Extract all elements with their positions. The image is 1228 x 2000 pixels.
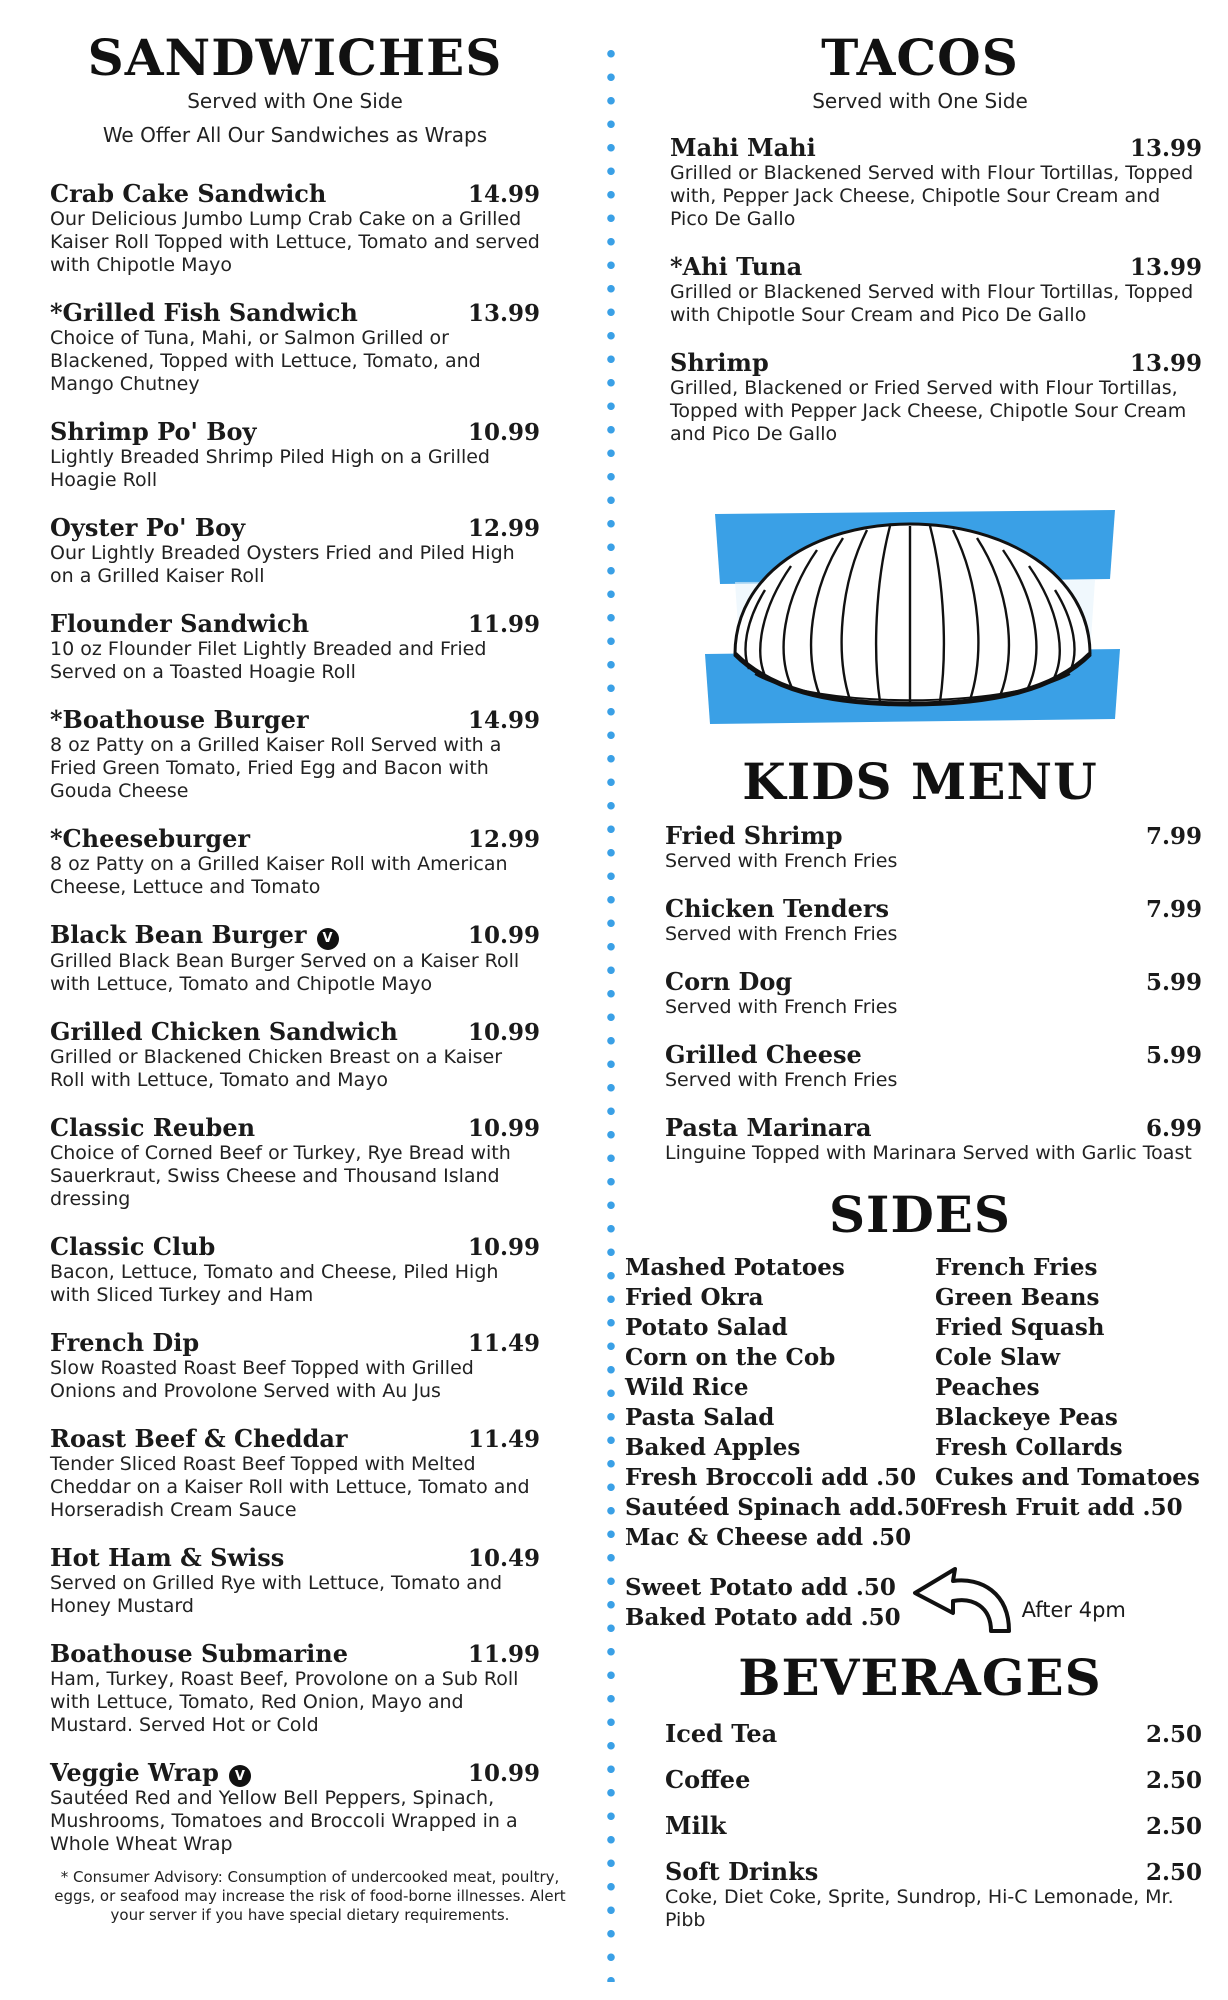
menu-item bbox=[665, 1766, 1202, 1794]
menu-item-description: 8 oz Patty on a Grilled Kaiser Roll Served with a Fried Green Tomato, Fried Egg and Bacon with Gouda Cheese bbox=[50, 734, 502, 802]
menu-item-name-wrap bbox=[50, 921, 339, 950]
sandwiches-wrap-note: We Offer All Our Sandwiches as Wraps bbox=[102, 123, 488, 147]
menu-item-price: 2.50 bbox=[1145, 1721, 1202, 1748]
vegetarian-icon: V bbox=[229, 1765, 251, 1787]
menu-item-price: 11.99 bbox=[467, 1640, 540, 1668]
menu-item-price: 10.49 bbox=[467, 1544, 540, 1572]
after-4pm-block bbox=[625, 1563, 1180, 1642]
menu-item-header bbox=[50, 418, 540, 446]
after-4pm-note: After 4pm bbox=[1021, 1597, 1126, 1622]
menu-item-name-wrap bbox=[50, 1114, 255, 1142]
menu-item-header bbox=[50, 1233, 540, 1261]
menu-item-name: Crab Cake Sandwich bbox=[50, 179, 327, 208]
menu-item-name: Pasta Marinara bbox=[665, 1113, 872, 1142]
menu-item-description: Served with French Fries bbox=[665, 850, 898, 872]
menu-item bbox=[50, 1640, 540, 1737]
menu-item-header bbox=[50, 180, 540, 208]
menu-item-header bbox=[665, 895, 1202, 923]
tacos-subtitle: Served with One Side bbox=[812, 89, 1028, 113]
menu-item-name: Classic Club bbox=[50, 1231, 216, 1261]
menu-item-description: Lightly Breaded Shrimp Piled High on a Grilled Hoagie Roll bbox=[50, 446, 490, 491]
menu-item-name: Corn Dog bbox=[665, 967, 793, 996]
menu-item bbox=[665, 1114, 1202, 1165]
menu-item-description: Choice of Corned Beef or Turkey, Rye Bread with Sauerkraut, Swiss Cheese and Thousand Island dressing bbox=[50, 1141, 511, 1210]
menu-item-name-wrap bbox=[50, 1425, 348, 1453]
menu-item-price: 2.50 bbox=[1145, 1767, 1202, 1794]
menu-item bbox=[50, 825, 540, 899]
menu-item-price: 10.99 bbox=[467, 1233, 540, 1261]
menu-item-name-wrap bbox=[670, 253, 802, 281]
side-item: Fried Okra bbox=[625, 1284, 764, 1311]
menu-item-name: Flounder Sandwich bbox=[50, 609, 310, 638]
menu-item-description: Choice of Tuna, Mahi, or Salmon Grilled or Blackened, Topped with Lettuce, Tomato, and Mango Chutney bbox=[50, 327, 481, 395]
menu-item-name-wrap bbox=[50, 706, 309, 734]
menu-item-price: 10.99 bbox=[467, 1759, 540, 1787]
menu-item-name: Coffee bbox=[665, 1765, 751, 1794]
menu-item-name-wrap bbox=[50, 825, 250, 853]
menu-item-description: Our Lightly Breaded Oysters Fried and Piled High on a Grilled Kaiser Roll bbox=[50, 542, 515, 587]
menu-item-name: Roast Beef & Cheddar bbox=[50, 1423, 348, 1453]
menu-item-name: *Grilled Fish Sandwich bbox=[50, 298, 358, 327]
menu-item-name-wrap bbox=[50, 418, 256, 446]
menu-item-description: Ham, Turkey, Roast Beef, Provolone on a Sub Roll with Lettuce, Tomato, Red Onion, Mayo and Mustard. Served Hot or Cold bbox=[50, 1667, 519, 1736]
menu-item-header bbox=[665, 1766, 1202, 1794]
menu-item-header bbox=[665, 1041, 1202, 1069]
menu-item-name: Iced Tea bbox=[665, 1719, 778, 1748]
menu-item-name: *Cheeseburger bbox=[50, 824, 250, 853]
menu-item-description: Coke, Diet Coke, Sprite, Sundrop, Hi-C Lemonade, Mr. Pibb bbox=[665, 1886, 1174, 1931]
menu-item-price: 6.99 bbox=[1145, 1115, 1202, 1142]
side-item: Fried Squash bbox=[935, 1314, 1105, 1341]
menu-item-name-wrap bbox=[665, 1720, 777, 1748]
menu-item-header bbox=[50, 514, 540, 542]
menu-item-price: 10.99 bbox=[467, 419, 540, 446]
menu-item bbox=[50, 1759, 540, 1857]
menu-item-name: Classic Reuben bbox=[50, 1112, 256, 1142]
menu-item-description: Grilled or Blackened Served with Flour Tortillas, Topped with, Pepper Jack Cheese, Chipotle Sour Cream and Pico De Gallo bbox=[670, 162, 1194, 230]
side-item: Sautéed Spinach add.50 bbox=[625, 1494, 937, 1521]
menu-item-price: 11.99 bbox=[467, 611, 540, 638]
menu-item-header bbox=[50, 1544, 540, 1572]
menu-item-description: Grilled or Blackened Served with Flour Tortillas, Topped with Chipotle Sour Cream and Pico De Gallo bbox=[670, 281, 1194, 326]
side-item: French Fries bbox=[935, 1254, 1098, 1281]
menu-item bbox=[50, 1233, 540, 1307]
menu-item-name: Grilled Chicken Sandwich bbox=[50, 1016, 398, 1046]
sides-right-column bbox=[935, 1253, 1215, 1553]
side-item: Mashed Potatoes bbox=[625, 1254, 845, 1281]
menu-item-name-wrap bbox=[50, 1544, 284, 1572]
menu-item-price: 5.99 bbox=[1145, 969, 1202, 996]
side-item: Wild Rice bbox=[625, 1374, 749, 1401]
menu-item-header bbox=[50, 1114, 540, 1142]
menu-item bbox=[50, 706, 540, 803]
menu-item-name: Shrimp Po' Boy bbox=[50, 417, 257, 446]
menu-item-price: 5.99 bbox=[1145, 1042, 1202, 1069]
menu-item-name-wrap bbox=[665, 1858, 818, 1886]
menu-item-price: 2.50 bbox=[1145, 1813, 1202, 1840]
menu-item-price: 14.99 bbox=[467, 181, 540, 208]
menu-item-name: Shrimp bbox=[670, 348, 769, 377]
side-item: Green Beans bbox=[935, 1284, 1100, 1311]
side-item: Peaches bbox=[935, 1374, 1040, 1401]
menu-item-header bbox=[670, 349, 1202, 377]
menu-item-name-wrap bbox=[50, 1759, 251, 1788]
menu-item-name: Fried Shrimp bbox=[665, 821, 843, 850]
beverages-title: BEVERAGES bbox=[738, 1648, 1102, 1707]
menu-item-price: 13.99 bbox=[1129, 350, 1202, 377]
tacos-title: TACOS bbox=[821, 28, 1019, 87]
menu-item-name-wrap bbox=[50, 1018, 398, 1046]
menu-item-name-wrap bbox=[50, 299, 358, 327]
menu-item bbox=[50, 1114, 540, 1211]
menu-item bbox=[670, 253, 1202, 327]
menu-item bbox=[665, 1720, 1202, 1748]
side-item: Baked Apples bbox=[625, 1434, 801, 1461]
menu-item-description: Slow Roasted Roast Beef Topped with Grilled Onions and Provolone Served with Au Jus bbox=[50, 1356, 474, 1402]
side-item: Potato Salad bbox=[625, 1314, 788, 1341]
menu-item-header bbox=[50, 1018, 540, 1046]
menu-item-header bbox=[50, 610, 540, 638]
curved-arrow-icon bbox=[911, 1563, 1016, 1642]
menu-item-price: 7.99 bbox=[1145, 823, 1202, 850]
menu-item-name: Milk bbox=[665, 1811, 727, 1840]
menu-item-name: Veggie Wrap bbox=[50, 1757, 219, 1787]
menu-item-name: Chicken Tenders bbox=[665, 894, 890, 923]
menu-item-header bbox=[50, 1640, 540, 1668]
menu-item-description: Linguine Topped with Marinara Served with Garlic Toast bbox=[665, 1142, 1192, 1164]
menu-item-price: 10.99 bbox=[467, 1018, 540, 1046]
side-item: Fresh Collards bbox=[935, 1434, 1123, 1461]
menu-item-description: Served with French Fries bbox=[665, 996, 898, 1018]
menu-item-name: Hot Ham & Swiss bbox=[50, 1542, 285, 1572]
sides-left-column bbox=[625, 1253, 935, 1553]
menu-item-name-wrap bbox=[665, 822, 843, 850]
menu-item-description: Grilled, Blackened or Fried Served with Flour Tortillas, Topped with Pepper Jack Cheese, Chipotle Sour Cream and Pico De Gallo bbox=[670, 377, 1187, 445]
menu-item bbox=[670, 349, 1202, 446]
menu-item-name: Black Bean Burger bbox=[50, 920, 307, 949]
menu-item-price: 11.49 bbox=[467, 1425, 540, 1453]
menu-item-description: 10 oz Flounder Filet Lightly Breaded and Fried Served on a Toasted Hoagie Roll bbox=[50, 638, 487, 683]
menu-item-description: Grilled or Blackened Chicken Breast on a Kaiser Roll with Lettuce, Tomato and Mayo bbox=[50, 1045, 503, 1091]
sides-grid bbox=[625, 1253, 1200, 1553]
menu-item-header bbox=[670, 253, 1202, 281]
menu-item-price: 13.99 bbox=[1129, 135, 1202, 162]
kids-list bbox=[665, 822, 1202, 1165]
menu-item-price: 2.50 bbox=[1145, 1859, 1202, 1886]
side-item: Pasta Salad bbox=[625, 1404, 775, 1431]
menu-item bbox=[50, 1544, 540, 1618]
menu-item-header bbox=[670, 134, 1202, 162]
menu-item-price: 10.99 bbox=[467, 922, 540, 949]
menu-item-name: *Ahi Tuna bbox=[670, 252, 803, 281]
menu-item-header bbox=[50, 1329, 540, 1357]
menu-item-name: Boathouse Submarine bbox=[50, 1638, 348, 1668]
menu-item-price: 13.99 bbox=[467, 300, 540, 327]
menu-item-name-wrap bbox=[50, 1640, 348, 1668]
menu-item-header bbox=[50, 1425, 540, 1453]
menu-item bbox=[665, 1858, 1202, 1932]
menu-item-name-wrap bbox=[670, 134, 816, 162]
after-4pm-items bbox=[625, 1573, 901, 1633]
menu-item-header bbox=[665, 1720, 1202, 1748]
menu-item bbox=[670, 134, 1202, 231]
menu-item-price: 13.99 bbox=[1129, 254, 1202, 281]
menu-item-name-wrap bbox=[665, 1041, 862, 1069]
menu-item-description: 8 oz Patty on a Grilled Kaiser Roll with American Cheese, Lettuce and Tomato bbox=[50, 853, 508, 898]
sandwiches-section bbox=[50, 30, 540, 1878]
side-item: Fresh Fruit add .50 bbox=[935, 1494, 1183, 1521]
menu-item-name-wrap bbox=[50, 1233, 215, 1261]
menu-item-description: Our Delicious Jumbo Lump Crab Cake on a Grilled Kaiser Roll Topped with Lettuce, Tomato and served with Chipotle Mayo bbox=[50, 208, 540, 276]
menu-item-description: Tender Sliced Roast Beef Topped with Melted Cheddar on a Kaiser Roll with Lettuce, Tomato and Horseradish Cream Sauce bbox=[50, 1452, 530, 1521]
menu-item bbox=[50, 299, 540, 396]
vegetarian-icon: V bbox=[317, 928, 339, 950]
menu-item-name-wrap bbox=[50, 1329, 199, 1357]
menu-item-description: Served on Grilled Rye with Lettuce, Tomato and Honey Mustard bbox=[50, 1571, 503, 1617]
menu-item-name-wrap bbox=[50, 610, 309, 638]
menu-item-name-wrap bbox=[665, 895, 889, 923]
menu-item bbox=[50, 180, 540, 277]
menu-item-price: 7.99 bbox=[1145, 896, 1202, 923]
menu-item-name-wrap bbox=[50, 180, 326, 208]
menu-item bbox=[665, 822, 1202, 873]
sandwich-list bbox=[50, 180, 540, 1856]
menu-item-header bbox=[665, 1858, 1202, 1886]
dotted-divider bbox=[607, 42, 615, 1982]
menu-item bbox=[50, 514, 540, 588]
menu-item-description: Served with French Fries bbox=[665, 1069, 898, 1091]
kids-menu-title: KIDS MENU bbox=[742, 752, 1098, 811]
side-item: Mac & Cheese add .50 bbox=[625, 1524, 912, 1551]
menu-item-header bbox=[665, 822, 1202, 850]
menu-item-header bbox=[50, 1759, 540, 1788]
menu-item-name: French Dip bbox=[50, 1327, 200, 1357]
taco-list bbox=[670, 134, 1202, 446]
side-item: Blackeye Peas bbox=[935, 1404, 1118, 1431]
side-item: Cukes and Tomatoes bbox=[935, 1464, 1200, 1491]
menu-item bbox=[665, 895, 1202, 946]
side-item: Cole Slaw bbox=[935, 1344, 1061, 1371]
menu-item-price: 12.99 bbox=[467, 515, 540, 542]
menu-item-description: Grilled Black Bean Burger Served on a Kaiser Roll with Lettuce, Tomato and Chipotle Mayo bbox=[50, 949, 520, 995]
menu-item-price: 12.99 bbox=[467, 826, 540, 853]
menu-item-name: Grilled Cheese bbox=[665, 1040, 862, 1069]
menu-item-header bbox=[50, 299, 540, 327]
side-item: Baked Potato add .50 bbox=[625, 1603, 901, 1631]
consumer-advisory: * Consumer Advisory: Consumption of undercooked meat, poultry, eggs, or seafood may increase the risk of food-borne illnesses. Alert your server if you have special dietary requirements. bbox=[54, 1868, 566, 1924]
menu-item-header bbox=[665, 968, 1202, 996]
sandwiches-title: SANDWICHES bbox=[87, 28, 503, 87]
sandwiches-subtitle: Served with One Side bbox=[187, 89, 403, 113]
menu-item-name: Soft Drinks bbox=[665, 1857, 819, 1886]
menu-item-description: Sautéed Red and Yellow Bell Peppers, Spinach, Mushrooms, Tomatoes and Broccoli Wrapped in a Whole Wheat Wrap bbox=[50, 1787, 518, 1855]
menu-item-name-wrap bbox=[665, 1766, 750, 1794]
side-item: Fresh Broccoli add .50 bbox=[625, 1464, 917, 1491]
menu-item-name-wrap bbox=[50, 514, 245, 542]
menu-item bbox=[50, 418, 540, 492]
menu-item bbox=[665, 968, 1202, 1019]
menu-item-name-wrap bbox=[665, 968, 792, 996]
menu-item-price: 10.99 bbox=[467, 1114, 540, 1142]
menu-item bbox=[50, 921, 540, 996]
menu-item bbox=[50, 610, 540, 684]
menu-item-price: 14.99 bbox=[467, 707, 540, 734]
menu-item-header bbox=[50, 706, 540, 734]
menu-item bbox=[665, 1812, 1202, 1840]
sides-title: SIDES bbox=[828, 1185, 1012, 1244]
menu-item-name: Mahi Mahi bbox=[670, 133, 816, 162]
menu-item bbox=[50, 1425, 540, 1522]
menu-item-name: *Boathouse Burger bbox=[50, 705, 309, 734]
menu-item-header bbox=[50, 921, 540, 950]
menu-item-price: 11.49 bbox=[467, 1329, 540, 1357]
menu-item-header bbox=[665, 1812, 1202, 1840]
beverage-list bbox=[665, 1720, 1202, 1932]
side-item: Corn on the Cob bbox=[625, 1344, 836, 1371]
menu-item-name-wrap bbox=[670, 349, 769, 377]
clam-shell-illustration bbox=[660, 504, 1180, 744]
menu-item-name-wrap bbox=[665, 1812, 726, 1840]
menu-item-name: Oyster Po' Boy bbox=[50, 513, 246, 542]
menu-item bbox=[665, 1041, 1202, 1092]
side-item: Sweet Potato add .50 bbox=[625, 1573, 896, 1601]
right-column bbox=[625, 28, 1202, 1950]
menu-item-header bbox=[50, 825, 540, 853]
menu-item-description: Served with French Fries bbox=[665, 923, 898, 945]
menu-item-name-wrap bbox=[665, 1114, 872, 1142]
menu-item bbox=[50, 1329, 540, 1403]
menu-item-description: Bacon, Lettuce, Tomato and Cheese, Piled High with Sliced Turkey and Ham bbox=[50, 1260, 499, 1306]
menu-item bbox=[50, 1018, 540, 1092]
menu-item-header bbox=[665, 1114, 1202, 1142]
